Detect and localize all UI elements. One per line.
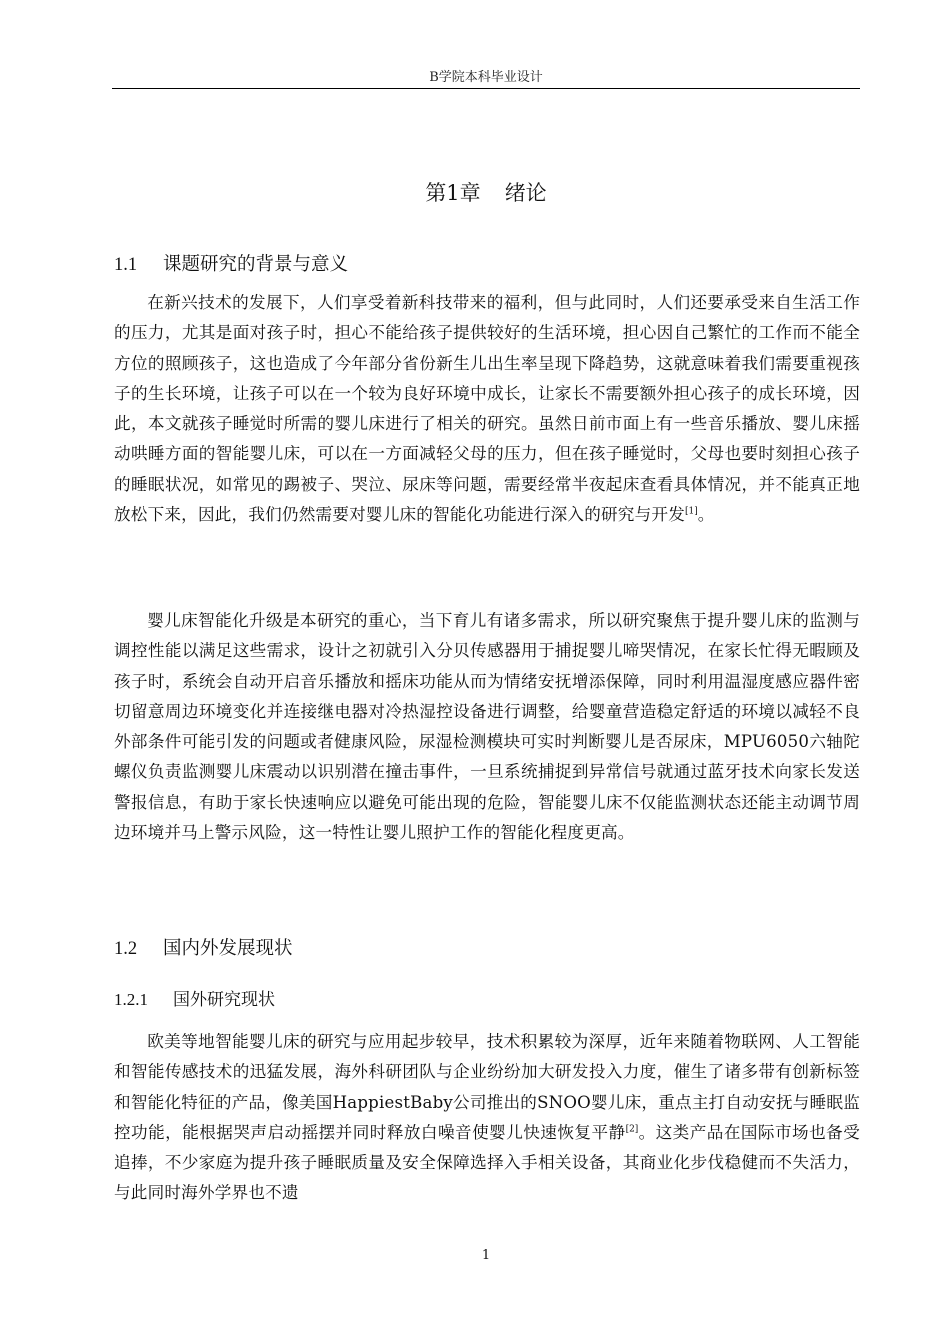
chapter-name: 绪论 [504, 181, 547, 205]
section-heading-1-1 [114, 251, 348, 279]
page-number: 1 [481, 1248, 491, 1263]
paragraph-text: 婴儿床智能化升级是本研究的重心，当下育儿有诸多需求，所以研究聚焦于提升婴儿床的监测与调控性能以满足这些需求，设计之初就引入分贝传感器用于捕捉婴儿啼哭情况，在家长忙得无暇顾及孩子时，系统会自动开启音乐播放和摇床功能从而为情绪安抚增添保障，同时利用温湿度感应器件密切留意周边环境变化并连接继电器对冷热湿控设备进行调整，给婴童营造稳定舒适的环境以减轻不良外部条件可能引发的问题或者健康风险，尿湿检测模块可实时判断婴儿是否尿床，MPU6050六轴陀螺仪负责监测婴儿床震动以识别潜在撞击事件，一旦系统捕捉到异常信号就通过蓝牙技术向家长发送警报信息，有助于家长快速响应以避免可能出现的危险，智能婴儿床不仅能监测状态还能主动调节周边环境并马上警示风险，这一特性让婴儿照护工作的智能化程度更高。 [114, 611, 860, 843]
citation-ref: [2] [625, 1124, 639, 1135]
chapter-number: 第1章 [425, 181, 481, 205]
section-number: 1.2 [114, 939, 138, 959]
section-heading-1-2 [114, 935, 293, 963]
chapter-title [112, 177, 860, 209]
header-rule [112, 88, 860, 89]
citation-ref: [1] [685, 506, 698, 517]
subsection-heading-1-2-1 [114, 987, 275, 1013]
running-header: B学院本科毕业设计 [429, 70, 543, 85]
body-paragraph [114, 1027, 860, 1209]
section-title: 课题研究的背景与意义 [163, 254, 349, 275]
paragraph-text: 在新兴技术的发展下，人们享受着新科技带来的福利，但与此同时，人们还要承受来自生活工作的压力，尤其是面对孩子时，担心不能给孩子提供较好的生活环境，担心因自己繁忙的工作而不能全方位的照顾孩子，这也造成了今年部分省份新生儿出生率呈现下降趋势，这就意味着我们需要重视孩子的生长环境，让孩子可以在一个较为良好环境中成长，让家长不需要额外担心孩子的成长环境，因此，本文就孩子睡觉时所需的婴儿床进行了相关的研究。虽然日前市面上有一些音乐播放、婴儿床摇动哄睡方面的智能婴儿床，可以在一方面减轻父母的压力，但在孩子睡觉时，父母也要时刻担心孩子的睡眠状况，如常见的踢被子、哭泣、尿床等问题，需要经常半夜起床查看具体情况，并不能真正地放松下来，因此，我们仍然需要对婴儿床的智能化功能进行深入的研究与开发 [114, 293, 860, 525]
section-title: 国内外发展现状 [163, 938, 293, 959]
subsection-title: 国外研究现状 [173, 990, 275, 1010]
paragraph-text: 欧美等地智能婴儿床的研究与应用起步较早，技术积累较为深厚，近年来随着物联网、人工智能和智能传感技术的迅猛发展，海外科研团队与企业纷纷加大研发投入力度，催生了诸多带有创新标签和智能化特征的产品，像美国HappiestBaby公司推出的SNOO婴儿床，重点主打自动安抚与睡眠监控功能，能根据哭声启动摇摆并同时释放白噪音使婴儿快速恢复平静 [114, 1032, 860, 1142]
subsection-number: 1.2.1 [114, 990, 148, 1009]
body-paragraph [114, 606, 860, 848]
paragraph-tail: 。 [697, 505, 715, 525]
section-number: 1.1 [114, 255, 138, 275]
paragraph-tail: 。这类产品在国际市场也备受追捧，不少家庭为提升孩子睡眠质量及安全保障选择入手相关设备，其商业化步伐稳健而不失活力，与此同时海外学界也不遗 [114, 1122, 860, 1203]
body-paragraph [114, 288, 860, 530]
